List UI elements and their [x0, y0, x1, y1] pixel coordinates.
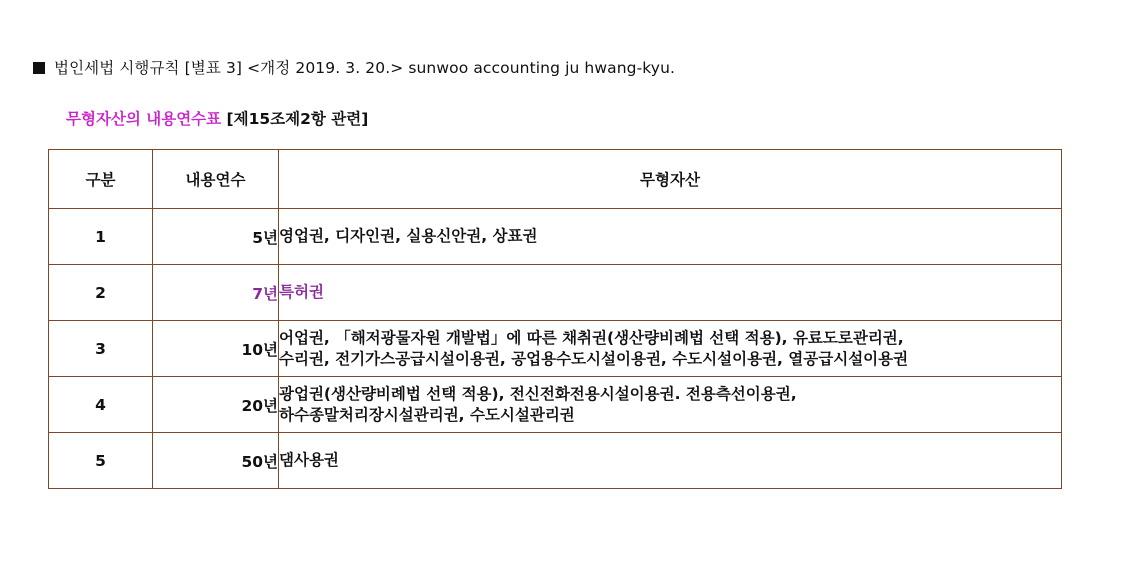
row-number: 4	[49, 377, 153, 433]
row-assets-line: 어업권, 「해저광물자원 개발법」에 따른 채취권(생산량비례법 선택 적용), 유료도로관리권,	[279, 328, 904, 347]
row-useful-life: 7년	[153, 265, 279, 321]
header-intangible-assets: 무형자산	[279, 150, 1062, 209]
row-assets	[279, 377, 1062, 433]
row-number: 2	[49, 265, 153, 321]
table-row	[49, 377, 1062, 433]
row-assets	[279, 433, 1062, 489]
table-row	[49, 433, 1062, 489]
row-number: 3	[49, 321, 153, 377]
table-subtitle	[66, 107, 368, 129]
row-assets	[279, 321, 1062, 377]
row-assets-line: 댐사용권	[279, 451, 339, 469]
row-useful-life: 5년	[153, 209, 279, 265]
row-assets-line: 광업권(생산량비례법 선택 적용), 전신전화전용시설이용권. 전용측선이용권,	[279, 384, 797, 403]
intangible-assets-table	[48, 149, 1062, 489]
row-number: 5	[49, 433, 153, 489]
header-line	[33, 56, 675, 78]
row-useful-life: 50년	[153, 433, 279, 489]
row-assets-line: 특허권	[279, 283, 324, 301]
row-useful-life: 10년	[153, 321, 279, 377]
subtitle-accent: 무형자산의 내용연수표	[66, 110, 222, 128]
row-assets	[279, 209, 1062, 265]
row-assets-line: 영업권, 디자인권, 실용신안권, 상표권	[279, 227, 538, 245]
table-row	[49, 321, 1062, 377]
row-assets	[279, 265, 1062, 321]
row-assets-line: 수리권, 전기가스공급시설이용권, 공업용수도시설이용권, 수도시설이용권, 열공급시설이용권	[279, 349, 909, 368]
row-number: 1	[49, 209, 153, 265]
header-text: 법인세법 시행규칙 [별표 3] <개정 2019. 3. 20.> sunwoo accounting ju hwang-kyu.	[54, 59, 676, 77]
table-header-row	[49, 150, 1062, 209]
subtitle-rest: [제15조제2항 관련]	[221, 110, 369, 128]
row-assets-line: 하수종말처리장시설관리권, 수도시설관리권	[279, 405, 575, 424]
header-category: 구분	[49, 150, 153, 209]
table-row	[49, 265, 1062, 321]
row-useful-life: 20년	[153, 377, 279, 433]
table-row	[49, 209, 1062, 265]
square-bullet-icon	[33, 62, 45, 74]
header-useful-life: 내용연수	[153, 150, 279, 209]
